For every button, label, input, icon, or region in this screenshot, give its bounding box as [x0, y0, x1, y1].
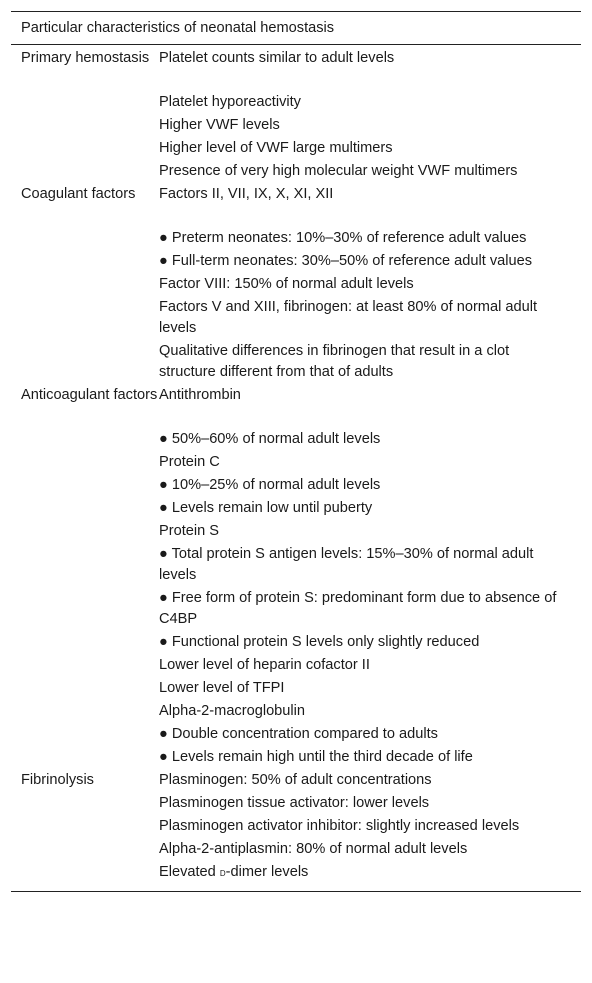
d-dimer-prefix: Elevated: [159, 864, 220, 880]
list-item: ● Functional protein S levels only slightly reduced: [159, 634, 480, 650]
list-item: Higher VWF levels: [159, 117, 280, 133]
section-primary-hemostasis: [11, 48, 581, 184]
section-coagulant-factors: [11, 184, 581, 385]
list-item: Factor VIII: 150% of normal adult levels: [159, 276, 414, 292]
list-item: Plasminogen activator inhibitor: slightly increased levels: [159, 818, 520, 834]
list-item: ● Levels remain high until the third decade of life: [159, 749, 473, 765]
list-item: Platelet hyporeactivity: [159, 94, 301, 110]
list-item: Plasminogen tissue activator: lower levels: [159, 795, 430, 811]
list-item: Factors V and XIII, fibrinogen: at least 80% of normal adult levels: [159, 299, 538, 336]
list-item: ● Preterm neonates: 10%–30% of reference adult values: [159, 230, 527, 246]
category-label: Fibrinolysis: [21, 772, 94, 788]
list-item: Plasminogen: 50% of adult concentrations: [159, 772, 432, 788]
table-bottom-rule: [11, 891, 581, 892]
d-dimer-suffix: -dimer levels: [225, 864, 309, 880]
item-list: [159, 48, 581, 184]
section-fibrinolysis: [11, 770, 581, 885]
category-label: Coagulant factors: [21, 186, 136, 202]
section-anticoagulant-factors: [11, 385, 581, 770]
list-item: Protein C: [159, 454, 220, 470]
table-header: Particular characteristics of neonatal hemostasis: [21, 20, 335, 36]
d-dimer-smallcaps: d: [219, 865, 226, 879]
list-item: Presence of very high molecular weight VWF multimers: [159, 163, 518, 179]
list-item: Alpha-2-antiplasmin: 80% of normal adult levels: [159, 841, 468, 857]
list-item: ● 10%–25% of normal adult levels: [159, 477, 381, 493]
list-item: Alpha-2-macroglobulin: [159, 703, 306, 719]
list-item: Lower level of heparin cofactor II: [159, 657, 370, 673]
list-item: ● Levels remain low until puberty: [159, 500, 373, 516]
table-body: [11, 45, 581, 891]
item-list: [159, 385, 581, 770]
list-item: Platelet counts similar to adult levels: [159, 50, 395, 66]
list-item: Antithrombin: [159, 387, 241, 403]
hemostasis-table: [11, 11, 581, 892]
list-item: Higher level of VWF large multimers: [159, 140, 393, 156]
list-item: ● Full-term neonates: 30%–50% of reference adult values: [159, 253, 533, 269]
list-item: Lower level of TFPI: [159, 680, 285, 696]
list-item-d-dimer: [159, 862, 559, 883]
list-item: ● Double concentration compared to adults: [159, 726, 438, 742]
item-list: [159, 770, 581, 885]
item-list: [159, 184, 581, 385]
list-item: Qualitative differences in fibrinogen that result in a clot structure different from that of adults: [159, 343, 510, 380]
category-label: Primary hemostasis: [21, 50, 150, 66]
list-item: ● 50%–60% of normal adult levels: [159, 431, 381, 447]
category-label: Anticoagulant factors: [21, 387, 158, 403]
list-item: Factors II, VII, IX, X, XI, XII: [159, 186, 334, 202]
list-item: ● Free form of protein S: predominant form due to absence of C4BP: [159, 590, 557, 627]
list-item: Protein S: [159, 523, 220, 539]
list-item: ● Total protein S antigen levels: 15%–30% of normal adult levels: [159, 546, 534, 583]
